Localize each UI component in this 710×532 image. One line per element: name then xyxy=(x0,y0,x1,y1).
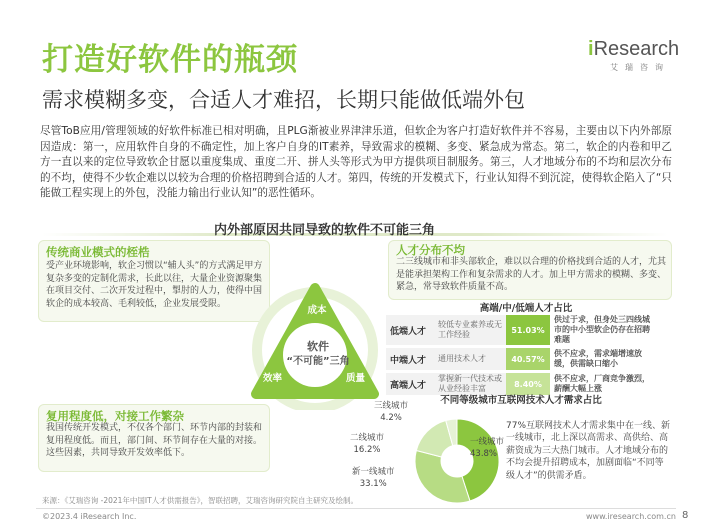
website-link[interactable]: www.iresearch.com.cn xyxy=(586,512,676,521)
triangle-right-label: 质量 xyxy=(346,373,366,384)
pie-label-tier3-name: 三线城市 xyxy=(374,401,409,411)
talent-distribution-title: 人才分布不均 xyxy=(396,243,465,257)
traditional-model-text: 受产业环境影响，软企习惯以“辅人头”的方式满足甲方复杂多变的定制化需求，长此以往，大量企业资源聚集在项目交付、二次开发过程中，掣肘的人力，使得中国软企的成本较高、毛利较低，企业发展受限。 xyxy=(46,261,263,309)
talent-note: 供过于求，但身处三四线城市的中小型软企仍存在招聘难题 xyxy=(550,315,658,345)
talent-desc: 掌握新一代技术或从业经验丰富 xyxy=(434,373,506,395)
talent-note: 供不应求，需求端增速放缓，供需缺口缩小 xyxy=(550,348,658,370)
pie-label-tier1-name: 一线城市 xyxy=(470,437,505,447)
talent-table-title: 高端/中/低端人才占比 xyxy=(479,303,573,314)
pie-label-tier3 xyxy=(374,400,408,424)
talent-pct: 40.57% xyxy=(506,348,550,370)
talent-desc: 通用技术人才 xyxy=(434,348,506,370)
talent-pct: 51.03% xyxy=(506,315,550,345)
chart-title: 不同等级城市互联网技术人才需求占比 xyxy=(440,395,602,406)
triangle-center-line1: 软件 xyxy=(307,340,329,353)
logo-name: Research xyxy=(593,38,680,60)
triangle-left-label: 效率 xyxy=(263,373,283,384)
page-subtitle: 需求模糊多变，合适人才难招，长期只能做低端外包 xyxy=(42,88,525,112)
talent-pct: 8.40% xyxy=(506,373,550,395)
page-title: 打造好软件的瓶颈 xyxy=(42,42,298,78)
page-number: 8 xyxy=(682,510,689,521)
iresearch-logo xyxy=(588,38,679,73)
pie-label-newtier1-name: 新一线城市 xyxy=(352,467,395,477)
talent-table xyxy=(386,312,658,398)
pie-label-tier1 xyxy=(470,436,504,460)
talent-desc: 较低专业素养或无工作经验 xyxy=(434,315,506,345)
pie-slice-1 xyxy=(415,450,470,503)
city-demand-note: 77%互联网技术人才需求集中在一线、新一线城市，北上深以高需求、高供给、高薪资成为三大热门城市。人才地域分布的不均会提升招聘成本，加剧面临“不同等级人才”的供需矛盾。 xyxy=(506,421,671,481)
section-title: 内外部原因共同导致的软件不可能三角 xyxy=(214,223,436,238)
footer-divider xyxy=(36,508,676,509)
pie-label-tier3-value: 4.2% xyxy=(380,413,402,423)
talent-level: 低端人才 xyxy=(386,315,434,345)
logo-prefix: i xyxy=(588,38,594,60)
reuse-text: 我国传统开发模式，不仅各个部门、环节内部的封装和复用程度低。而且，部门间、环节间存在大量的对接。这些因素，共同导致开发效率低下。 xyxy=(46,423,263,459)
triangle-center-line2: “不可能”三角 xyxy=(286,356,350,367)
pie-label-tier2 xyxy=(350,432,384,456)
talent-note: 供不应求，厂商竞争激烈，薪酬大幅上涨 xyxy=(550,373,658,395)
talent-row xyxy=(386,348,658,370)
triangle-top-label: 成本 xyxy=(307,305,327,316)
reuse-title: 复用程度低，对接工作繁杂 xyxy=(46,409,184,423)
city-demand-pie xyxy=(412,416,505,506)
intro-paragraph: 尽管ToB应用/管理领域的好软件标准已相对明确，且PLG渐被业界津津乐道，但软企为客户打造好软件并不容易，主要由以下内外部原因造成：第一，应用软件自身的不确定性，加上客户自身的IT素养，导致需求的模糊、多变、紧急成为常态。第二，软企的内卷和甲乙方一直以来的定位导致软企甘愿以重度集成、重度二开、拼人头等形式为甲方提供项目制服务。第三，人才地域分布的不均和层次分布的不均，使得不少软企难以以较为合理的价格招聘到合适的人才。第四，传统的开发模式下，行业认知得不到沉淀，使得软企陷入了“只能做工程实现上的外包，没能力输出行业认知”的恶性循环。 xyxy=(40,125,672,200)
pie-label-newtier1 xyxy=(352,466,395,490)
talent-level: 中端人才 xyxy=(386,348,434,370)
pie-label-newtier1-value: 33.1% xyxy=(359,479,387,489)
talent-level: 高端人才 xyxy=(386,373,434,395)
pie-label-tier1-value: 43.8% xyxy=(470,449,498,459)
traditional-model-title: 传统商业模式的桎梏 xyxy=(46,245,150,259)
copyright: ©2023.4 iResearch Inc. xyxy=(42,512,137,521)
talent-row xyxy=(386,315,658,345)
pie-label-tier2-value: 16.2% xyxy=(353,445,381,455)
talent-distribution-text: 二三线城市和非头部软企，难以以合理的价格找到合适的人才，尤其是能承担架构工作和复杂需求的人才。加上甲方需求的模糊、多变、紧急，常导致软件质量不高。 xyxy=(396,257,667,293)
logo-cn: 艾瑞咨询 xyxy=(610,63,670,72)
pie-label-tier2-name: 二线城市 xyxy=(350,433,385,443)
source-note: 来源：《艾瑞咨询 -2021年中国IT人才供需报告》，智联招聘，艾瑞咨询研究院自主研究及绘制。 xyxy=(42,496,358,505)
